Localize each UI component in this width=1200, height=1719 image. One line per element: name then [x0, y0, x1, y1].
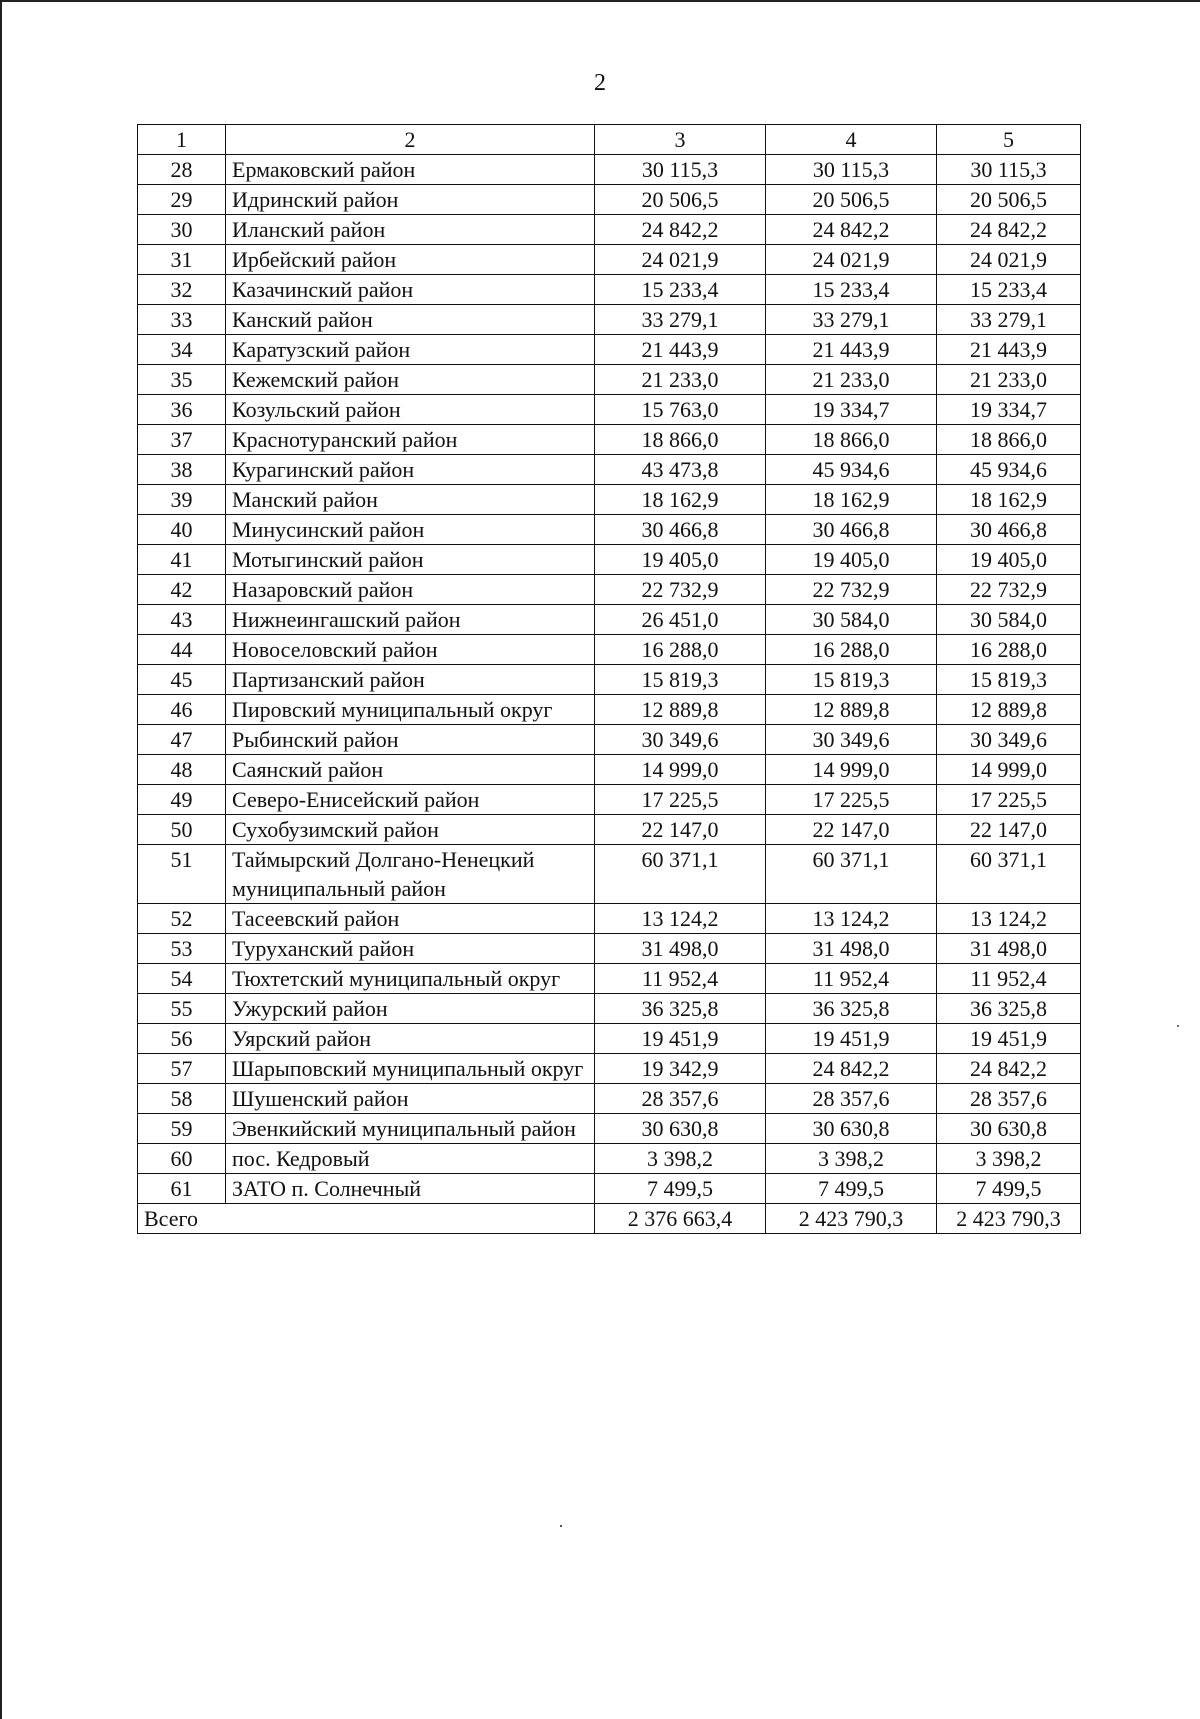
row-number: 45	[138, 665, 226, 695]
row-value-col-3: 14 999,0	[595, 755, 766, 785]
row-district-name: Новоселовский район	[226, 635, 595, 665]
row-value-col-5: 21 443,9	[937, 335, 1081, 365]
row-value-col-4: 31 498,0	[766, 934, 937, 964]
table-row	[138, 695, 1081, 725]
row-value-col-4: 45 934,6	[766, 455, 937, 485]
row-value-col-4: 24 842,2	[766, 1054, 937, 1084]
row-value-col-5: 36 325,8	[937, 994, 1081, 1024]
row-value-col-5: 12 889,8	[937, 695, 1081, 725]
row-district-name: Идринский район	[226, 185, 595, 215]
row-number: 46	[138, 695, 226, 725]
row-number: 61	[138, 1174, 226, 1204]
row-number: 56	[138, 1024, 226, 1054]
row-value-col-5: 19 405,0	[937, 545, 1081, 575]
row-district-name: Пировский муниципальный округ	[226, 695, 595, 725]
row-district-name: Партизанский район	[226, 665, 595, 695]
row-number: 29	[138, 185, 226, 215]
row-value-col-4: 21 233,0	[766, 365, 937, 395]
row-district-name: Курагинский район	[226, 455, 595, 485]
row-value-col-4: 20 506,5	[766, 185, 937, 215]
row-value-col-5: 7 499,5	[937, 1174, 1081, 1204]
table-row	[138, 395, 1081, 425]
row-value-col-5: 33 279,1	[937, 305, 1081, 335]
row-value-col-3: 3 398,2	[595, 1144, 766, 1174]
row-value-col-5: 20 506,5	[937, 185, 1081, 215]
scan-edge-left	[0, 0, 2, 1719]
table-row	[138, 275, 1081, 305]
table-row	[138, 934, 1081, 964]
row-value-col-4: 22 732,9	[766, 575, 937, 605]
row-value-col-4: 16 288,0	[766, 635, 937, 665]
row-value-col-4: 60 371,1	[766, 845, 937, 904]
row-district-name: Шушенский район	[226, 1084, 595, 1114]
row-value-col-5: 45 934,6	[937, 455, 1081, 485]
row-district-name: Иланский район	[226, 215, 595, 245]
row-value-col-4: 18 866,0	[766, 425, 937, 455]
row-value-col-3: 30 349,6	[595, 725, 766, 755]
row-district-name: Манский район	[226, 485, 595, 515]
row-number: 31	[138, 245, 226, 275]
total-col-3: 2 376 663,4	[595, 1204, 766, 1234]
row-number: 41	[138, 545, 226, 575]
row-value-col-3: 43 473,8	[595, 455, 766, 485]
table-row	[138, 1054, 1081, 1084]
row-value-col-3: 21 443,9	[595, 335, 766, 365]
header-col-5: 5	[937, 125, 1081, 155]
table-row	[138, 1144, 1081, 1174]
row-value-col-3: 28 357,6	[595, 1084, 766, 1114]
row-value-col-5: 18 162,9	[937, 485, 1081, 515]
row-number: 60	[138, 1144, 226, 1174]
row-district-name: Эвенкийский муниципальный район	[226, 1114, 595, 1144]
row-value-col-3: 15 233,4	[595, 275, 766, 305]
row-value-col-5: 30 630,8	[937, 1114, 1081, 1144]
row-district-name: Шарыповский муниципальный округ	[226, 1054, 595, 1084]
table-row	[138, 755, 1081, 785]
row-district-name: Мотыгинский район	[226, 545, 595, 575]
row-number: 53	[138, 934, 226, 964]
row-value-col-3: 12 889,8	[595, 695, 766, 725]
row-district-name: Сухобузимский район	[226, 815, 595, 845]
table-row	[138, 575, 1081, 605]
row-value-col-4: 30 584,0	[766, 605, 937, 635]
row-value-col-5: 15 233,4	[937, 275, 1081, 305]
row-number: 37	[138, 425, 226, 455]
row-number: 48	[138, 755, 226, 785]
row-district-name: Рыбинский район	[226, 725, 595, 755]
row-district-name: Тасеевский район	[226, 904, 595, 934]
row-value-col-5: 15 819,3	[937, 665, 1081, 695]
header-col-1: 1	[138, 125, 226, 155]
row-number: 28	[138, 155, 226, 185]
table-row	[138, 455, 1081, 485]
row-value-col-5: 22 732,9	[937, 575, 1081, 605]
table-row	[138, 335, 1081, 365]
table-row	[138, 725, 1081, 755]
row-value-col-5: 18 866,0	[937, 425, 1081, 455]
table-row	[138, 964, 1081, 994]
row-value-col-3: 30 630,8	[595, 1114, 766, 1144]
row-district-name: Нижнеингашский район	[226, 605, 595, 635]
table-row	[138, 155, 1081, 185]
row-value-col-4: 33 279,1	[766, 305, 937, 335]
row-value-col-4: 19 451,9	[766, 1024, 937, 1054]
row-number: 33	[138, 305, 226, 335]
row-value-col-5: 11 952,4	[937, 964, 1081, 994]
table-row	[138, 1024, 1081, 1054]
row-district-name: ЗАТО п. Солнечный	[226, 1174, 595, 1204]
row-value-col-4: 7 499,5	[766, 1174, 937, 1204]
row-number: 59	[138, 1114, 226, 1144]
row-value-col-3: 19 342,9	[595, 1054, 766, 1084]
row-value-col-4: 17 225,5	[766, 785, 937, 815]
row-value-col-4: 30 115,3	[766, 155, 937, 185]
row-district-name: Саянский район	[226, 755, 595, 785]
table-row	[138, 1114, 1081, 1144]
table-row	[138, 215, 1081, 245]
table-row	[138, 904, 1081, 934]
row-value-col-5: 24 021,9	[937, 245, 1081, 275]
header-col-4: 4	[766, 125, 937, 155]
scan-edge-top	[0, 0, 1200, 2]
row-value-col-3: 60 371,1	[595, 845, 766, 904]
header-col-2: 2	[226, 125, 595, 155]
row-value-col-3: 19 405,0	[595, 545, 766, 575]
row-district-name: Назаровский район	[226, 575, 595, 605]
row-value-col-3: 17 225,5	[595, 785, 766, 815]
row-district-name: Северо-Енисейский район	[226, 785, 595, 815]
row-value-col-4: 19 405,0	[766, 545, 937, 575]
table-row	[138, 635, 1081, 665]
row-value-col-3: 21 233,0	[595, 365, 766, 395]
row-district-name: Ирбейский район	[226, 245, 595, 275]
table-row	[138, 665, 1081, 695]
table-row	[138, 1174, 1081, 1204]
row-value-col-5: 30 115,3	[937, 155, 1081, 185]
row-value-col-3: 30 466,8	[595, 515, 766, 545]
row-value-col-3: 11 952,4	[595, 964, 766, 994]
row-number: 47	[138, 725, 226, 755]
row-value-col-3: 16 288,0	[595, 635, 766, 665]
row-district-name: Тюхтетский муниципальный округ	[226, 964, 595, 994]
scan-speck	[1177, 1025, 1179, 1027]
row-value-col-3: 33 279,1	[595, 305, 766, 335]
row-value-col-5: 13 124,2	[937, 904, 1081, 934]
table-header-row	[138, 125, 1081, 155]
table-row	[138, 605, 1081, 635]
row-value-col-4: 21 443,9	[766, 335, 937, 365]
row-value-col-5: 28 357,6	[937, 1084, 1081, 1114]
row-number: 57	[138, 1054, 226, 1084]
row-number: 54	[138, 964, 226, 994]
table-row	[138, 185, 1081, 215]
table-row	[138, 815, 1081, 845]
row-value-col-5: 30 349,6	[937, 725, 1081, 755]
row-number: 35	[138, 365, 226, 395]
row-value-col-5: 14 999,0	[937, 755, 1081, 785]
row-value-col-4: 30 466,8	[766, 515, 937, 545]
row-value-col-4: 30 349,6	[766, 725, 937, 755]
row-value-col-3: 30 115,3	[595, 155, 766, 185]
total-col-4: 2 423 790,3	[766, 1204, 937, 1234]
row-value-col-3: 7 499,5	[595, 1174, 766, 1204]
row-value-col-4: 24 842,2	[766, 215, 937, 245]
row-value-col-3: 24 842,2	[595, 215, 766, 245]
row-district-name: пос. Кедровый	[226, 1144, 595, 1174]
row-number: 42	[138, 575, 226, 605]
row-value-col-5: 24 842,2	[937, 1054, 1081, 1084]
total-label: Всего	[138, 1204, 595, 1234]
row-value-col-5: 19 334,7	[937, 395, 1081, 425]
row-value-col-4: 15 819,3	[766, 665, 937, 695]
total-row	[138, 1204, 1081, 1234]
row-value-col-4: 3 398,2	[766, 1144, 937, 1174]
row-value-col-4: 12 889,8	[766, 695, 937, 725]
row-number: 51	[138, 845, 226, 904]
row-value-col-5: 30 466,8	[937, 515, 1081, 545]
row-number: 43	[138, 605, 226, 635]
row-district-name: Уярский район	[226, 1024, 595, 1054]
row-value-col-4: 18 162,9	[766, 485, 937, 515]
row-district-name: Козульский район	[226, 395, 595, 425]
row-value-col-3: 15 819,3	[595, 665, 766, 695]
row-number: 58	[138, 1084, 226, 1114]
table-row	[138, 245, 1081, 275]
row-number: 50	[138, 815, 226, 845]
row-number: 44	[138, 635, 226, 665]
row-value-col-3: 13 124,2	[595, 904, 766, 934]
row-district-name: Краснотуранский район	[226, 425, 595, 455]
header-col-3: 3	[595, 125, 766, 155]
row-value-col-3: 22 147,0	[595, 815, 766, 845]
row-district-name: Ермаковский район	[226, 155, 595, 185]
row-value-col-5: 60 371,1	[937, 845, 1081, 904]
row-value-col-5: 21 233,0	[937, 365, 1081, 395]
row-value-col-4: 30 630,8	[766, 1114, 937, 1144]
table-row	[138, 485, 1081, 515]
page-number: 2	[594, 70, 606, 96]
row-value-col-5: 17 225,5	[937, 785, 1081, 815]
row-value-col-4: 36 325,8	[766, 994, 937, 1024]
row-value-col-3: 22 732,9	[595, 575, 766, 605]
row-value-col-3: 15 763,0	[595, 395, 766, 425]
row-district-name: Туруханский район	[226, 934, 595, 964]
row-value-col-5: 30 584,0	[937, 605, 1081, 635]
row-value-col-3: 18 866,0	[595, 425, 766, 455]
table-row	[138, 994, 1081, 1024]
row-number: 38	[138, 455, 226, 485]
row-number: 30	[138, 215, 226, 245]
scan-speck	[560, 1525, 562, 1527]
row-value-col-4: 22 147,0	[766, 815, 937, 845]
row-district-name: Минусинский район	[226, 515, 595, 545]
row-value-col-4: 15 233,4	[766, 275, 937, 305]
row-value-col-5: 24 842,2	[937, 215, 1081, 245]
budget-table	[137, 124, 1081, 1234]
row-value-col-5: 19 451,9	[937, 1024, 1081, 1054]
row-value-col-4: 19 334,7	[766, 395, 937, 425]
table-row	[138, 305, 1081, 335]
row-number: 40	[138, 515, 226, 545]
row-number: 34	[138, 335, 226, 365]
row-value-col-5: 16 288,0	[937, 635, 1081, 665]
row-district-name: Ужурский район	[226, 994, 595, 1024]
row-value-col-4: 13 124,2	[766, 904, 937, 934]
row-value-col-5: 22 147,0	[937, 815, 1081, 845]
row-value-col-3: 18 162,9	[595, 485, 766, 515]
row-number: 36	[138, 395, 226, 425]
row-number: 39	[138, 485, 226, 515]
row-number: 32	[138, 275, 226, 305]
row-value-col-5: 3 398,2	[937, 1144, 1081, 1174]
table-row	[138, 365, 1081, 395]
row-value-col-4: 14 999,0	[766, 755, 937, 785]
row-value-col-4: 24 021,9	[766, 245, 937, 275]
row-value-col-3: 26 451,0	[595, 605, 766, 635]
row-value-col-3: 36 325,8	[595, 994, 766, 1024]
row-number: 49	[138, 785, 226, 815]
table-row	[138, 785, 1081, 815]
total-col-5: 2 423 790,3	[937, 1204, 1081, 1234]
row-value-col-3: 19 451,9	[595, 1024, 766, 1054]
row-district-name: Казачинский район	[226, 275, 595, 305]
row-district-name: Кежемский район	[226, 365, 595, 395]
row-district-name: Каратузский район	[226, 335, 595, 365]
row-value-col-3: 20 506,5	[595, 185, 766, 215]
table-row	[138, 845, 1081, 904]
row-value-col-5: 31 498,0	[937, 934, 1081, 964]
table-row	[138, 515, 1081, 545]
row-value-col-3: 31 498,0	[595, 934, 766, 964]
table-body	[138, 155, 1081, 1204]
table-row	[138, 1084, 1081, 1114]
row-number: 55	[138, 994, 226, 1024]
row-value-col-3: 24 021,9	[595, 245, 766, 275]
table-row	[138, 425, 1081, 455]
table-row	[138, 545, 1081, 575]
row-value-col-4: 28 357,6	[766, 1084, 937, 1114]
row-district-name: Канский район	[226, 305, 595, 335]
row-number: 52	[138, 904, 226, 934]
row-district-name: Таймырский Долгано-Ненецкий муниципальный район	[226, 845, 595, 904]
row-value-col-4: 11 952,4	[766, 964, 937, 994]
